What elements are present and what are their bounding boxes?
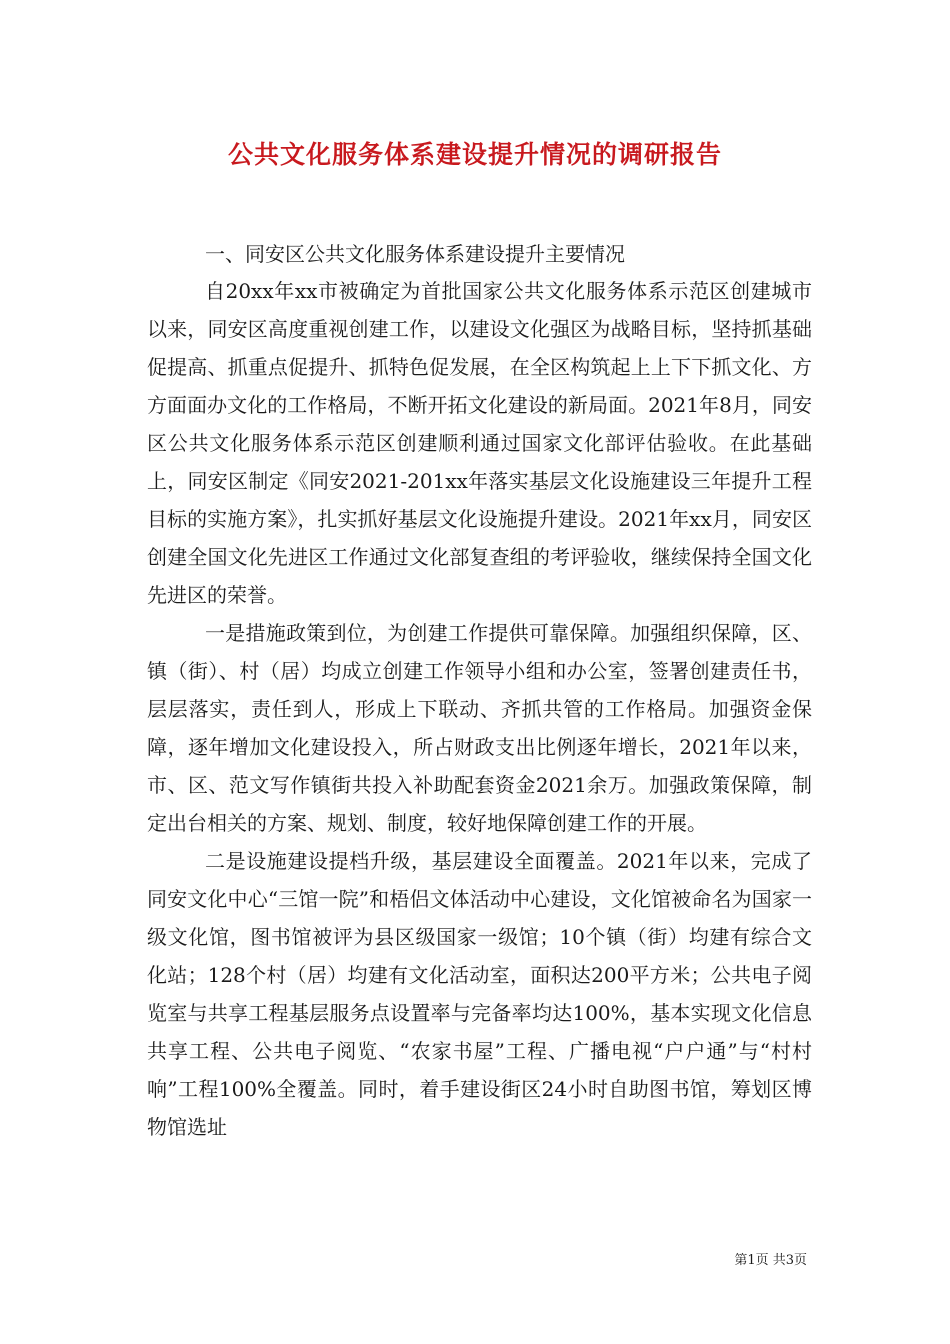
page-number: 第1页 共3页: [734, 1253, 807, 1268]
paragraph-facilities: 二是设施建设提档升级，基层建设全面覆盖。2021年以来，完成了同安文化中心“三馆一院”和梧侣文体活动中心建设，文化馆被命名为国家一级文化馆，图书馆被评为县区级国家一级馆；10个镇（街）均建有综合文化站；128个村（居）均建有文化活动室，面积达200平方米；公共电子阅览室与共享工程基层服务点设置率与完备率均达100%，基本实现文化信息共享工程、公共电子阅览、“农家书屋”工程、广播电视“户户通”与“村村响”工程100%全覆盖。同时，着手建设街区24小时自助图书馆，筹划区博物馆选址: [147, 849, 812, 1139]
paragraph-intro: 自20xx年xx市被确定为首批国家公共文化服务体系示范区创建城市以来，同安区高度重视创建工作，以建设文化强区为战略目标，坚持抓基础促提高、抓重点促提升、抓特色促发展，在全区构筑起上上下下抓文化、方方面面办文化的工作格局，不断开拓文化建设的新局面。2021年8月，同安区公共文化服务体系示范区创建顺利通过国家文化部评估验收。在此基础上，同安区制定《同安2021-201xx年落实基层文化设施建设三年提升工程目标的实施方案》，扎实抓好基层文化设施提升建设。2021年xx月，同安区创建全国文化先进区工作通过文化部复查组的考评验收，继续保持全国文化先进区的荣誉。: [147, 279, 812, 607]
body-text: [147, 272, 812, 1146]
paragraph-policy: 一是措施政策到位，为创建工作提供可靠保障。加强组织保障，区、镇（街）、村（居）均成立创建工作领导小组和办公室，签署创建责任书，层层落实，责任到人，形成上下联动、齐抓共管的工作格局。加强资金保障，逐年增加文化建设投入，所占财政支出比例逐年增长，2021年以来，市、区、范文写作镇街共投入补助配套资金2021余万。加强政策保障，制定出台相关的方案、规划、制度，较好地保障创建工作的开展。: [147, 621, 812, 835]
section-heading: 一、同安区公共文化服务体系建设提升主要情况: [205, 242, 625, 266]
document-title: 公共文化服务体系建设提升情况的调研报告: [227, 140, 722, 169]
